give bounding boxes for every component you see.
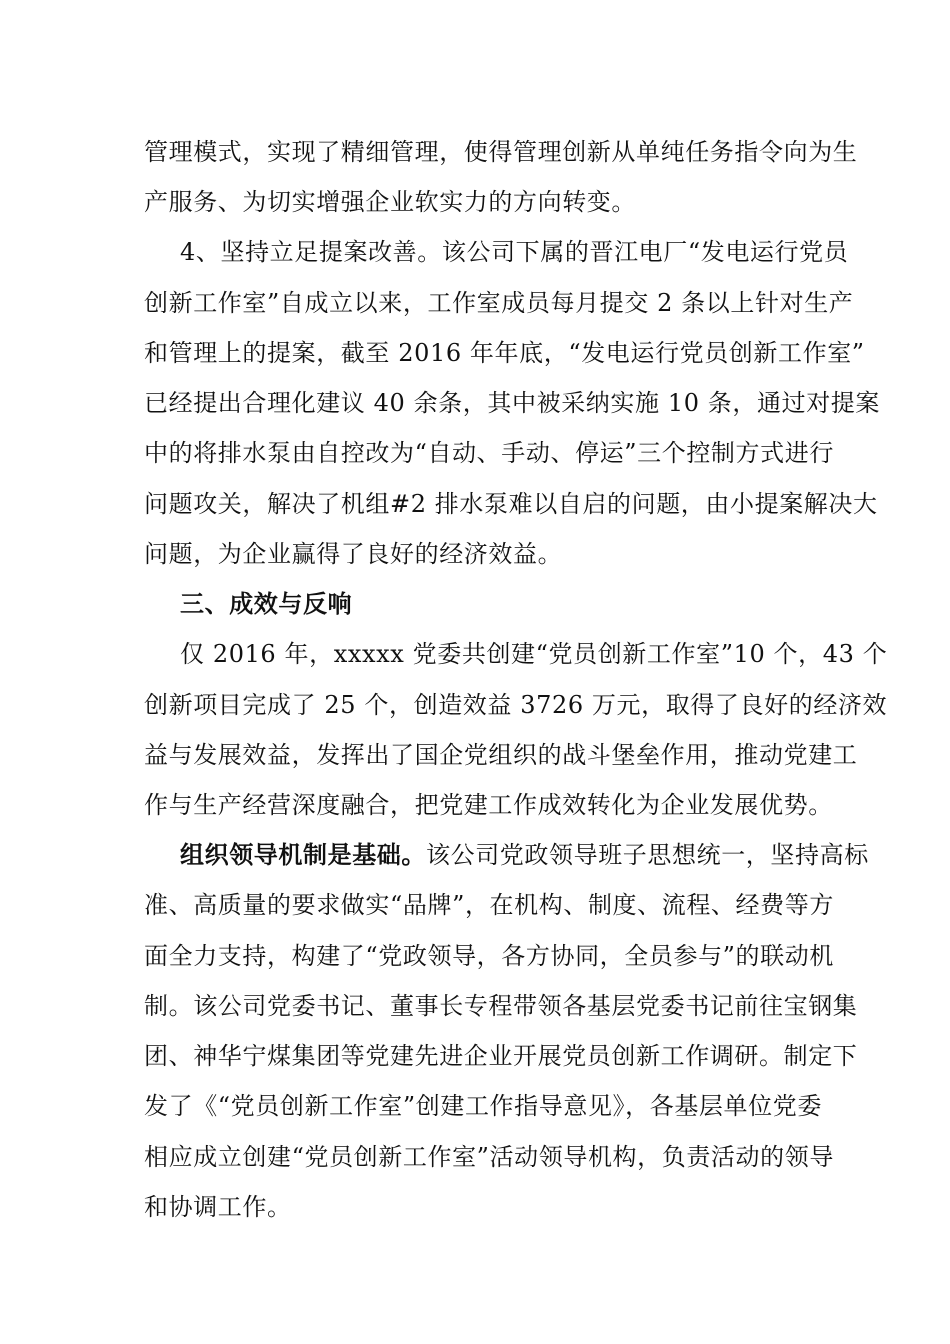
paragraph-line: 面全力支持，构建了“党政领导，各方协同，全员参与”的联动机 xyxy=(144,942,834,970)
paragraph-line: 管理模式，实现了精细管理，使得管理创新从单纯任务指令向为生 xyxy=(144,138,858,166)
paragraph-line: 产服务、为切实增强企业软实力的方向转变。 xyxy=(144,188,636,216)
paragraph-line: 问题攻关，解决了机组#2 排水泵难以自启的问题，由小提案解决大 xyxy=(144,490,878,518)
paragraph-line: 发了《“党员创新工作室”创建工作指导意见》，各基层单位党委 xyxy=(144,1092,822,1120)
paragraph-line: 已经提出合理化建议 40 余条，其中被采纳实施 10 条，通过对提案 xyxy=(144,389,880,417)
paragraph-line: 和管理上的提案，截至 2016 年年底，“发电运行党员创新工作室” xyxy=(144,339,865,367)
paragraph-line: 4、坚持立足提案改善。该公司下属的晋江电厂“发电运行党员 xyxy=(180,238,849,266)
paragraph-text: 该公司党政领导班子思想统一，坚持高标 xyxy=(426,841,869,869)
paragraph-line: 益与发展效益，发挥出了国企党组织的战斗堡垒作用，推动党建工 xyxy=(144,741,858,769)
section-heading: 三、成效与反响 xyxy=(180,590,353,618)
paragraph-line: 创新项目完成了 25 个，创造效益 3726 万元，取得了良好的经济效 xyxy=(144,691,888,719)
paragraph-line: 团、神华宁煤集团等党建先进企业开展党员创新工作调研。制定下 xyxy=(144,1042,858,1070)
paragraph-line: 和协调工作。 xyxy=(144,1193,292,1221)
paragraph-line: 作与生产经营深度融合，把党建工作成效转化为企业发展优势。 xyxy=(144,791,833,819)
paragraph-line: 中的将排水泵由自控改为“自动、手动、停运”三个控制方式进行 xyxy=(144,439,834,467)
paragraph-line: 创新工作室”自成立以来，工作室成员每月提交 2 条以上针对生产 xyxy=(144,289,854,317)
paragraph-line: 相应成立创建“党员创新工作室”活动领导机构，负责活动的领导 xyxy=(144,1143,834,1171)
paragraph-line: 问题，为企业赢得了良好的经济效益。 xyxy=(144,540,563,568)
paragraph-line xyxy=(180,839,869,871)
paragraph-line: 仅 2016 年，xxxxx 党委共创建“党员创新工作室”10 个，43 个 xyxy=(180,640,888,668)
paragraph-line: 准、高质量的要求做实“品牌”，在机构、制度、流程、经费等方 xyxy=(144,891,834,919)
paragraph-line: 制。该公司党委书记、董事长专程带领各基层党委书记前往宝钢集 xyxy=(144,992,858,1020)
bold-lead-text: 组织领导机制是基础。 xyxy=(180,841,426,869)
